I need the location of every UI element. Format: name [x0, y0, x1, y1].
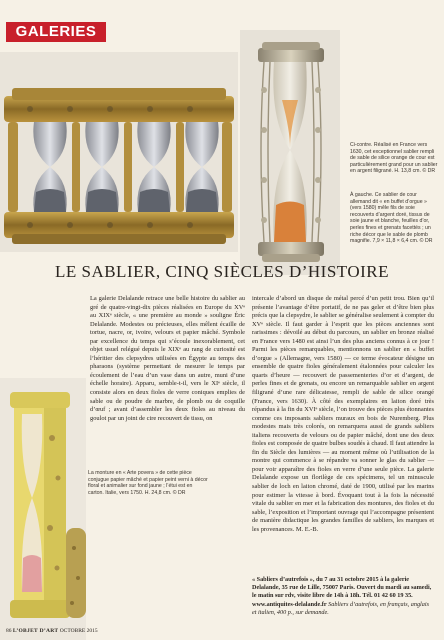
page-number: 86 — [6, 628, 12, 634]
photo-arte-povera-hourglass — [0, 378, 86, 640]
body-column-1: La galerie Delalande retrace une belle histoire du sablier au gré de quatre-vingt-dix pièces réalisées en Europe du XVᵉ au XIXᵉ siècle, « une première au monde » souligne Éric Delalande. Modestes ou précieuses, elles mêlent écaille de tortue, nacre, or, ivoire, velours et papier mâché. Symbole par excellence du temps qui s’écoule inexorablement, cet objet usuel relégué depuis le XIXᵉ au rang de curiosité est l’héritier des clepsydres utilisées en Égypte au temps des pharaons (système permettant de mesurer le temps par écoulement de l’eau d’un vase dans un autre, muni d’une échelle horaire). Apparu, semble-t-il, vers le XIᵉ siècle, il consiste alors en deux fioles de verre coniques emplies de sable ou de poudre de marbre, de plomb ou de coquille d’œuf ; avant d’assembler les deux fioles au niveau du goulot par un joint de cire recouvert de tissu, on — [90, 295, 245, 422]
magazine-name: L’OBJET D’ART — [12, 628, 59, 634]
caption-arte-povera-hourglass: La monture en « Arte povera » de cette pièce conjugue papier mâché et papier peint verni à décor floral et animalier sur fond jaune ; l’étui est en carton. Italie, vers 1750. H. 24,8 cm. © DR — [88, 470, 208, 496]
issue-date: OCTOBRE 2015 — [59, 628, 98, 634]
photo-organ-hourglass — [0, 52, 238, 252]
article-title: LE SABLIER, CINQ SIÈCLES D’HISTOIRE — [54, 262, 390, 281]
page-footer — [6, 628, 98, 634]
caption-organ-hourglass: À gauche. Ce sablier de cour allemand dit « en buffet d’orgue » (vers 1580) mêle fils de soie recouverts d’argent doré, tissus de soie jaune et blanche, feuilles d’or, perles fines et grenats facettés ; un riche décor que le sable de plomb magnifie. 7,9 × 11,8 × 6,4 cm. © DR — [350, 192, 433, 245]
exhibition-info — [252, 576, 434, 617]
exhibition-info-italic: Sabliers d’autrefois, en français, anglais et italien, 400 p., sur demande. — [252, 600, 429, 616]
photo-silver-hourglass — [240, 30, 340, 275]
exhibition-info-bold: « Sabliers d’autrefois », du 7 au 31 octobre 2015 à la galerie Delalande, 35 rue de Lille, 75007 Paris. Ouvert du mardi au samedi, le matin sur rdv, visite libre de 14h à 18h. Tél. 01 42 60 19 35. www.antiquites-delalande.fr — [252, 576, 432, 608]
section-badge: GALERIES — [6, 22, 106, 42]
body-column-2: intercale d’abord un disque de métal percé d’un petit trou. Bien qu’il présente l’avantage d’être portatif, de ne pas geler et d’être bien plus précis que la clepsydre, le sablier se généralise seulement à compter du XVᵉ siècle. Il faut garder à l’esprit que les pièces anciennes sont rarissimes : dévoilé au début du parcours, un sablier en bronze réalisé en France vers 1480 est ainsi l’un des plus anciens connus à ce jour ! Parmi les pièces remarquables, mentionnons un sablier en « buffet d’orgue » (Allemagne, vers 1580) — ce terme évocateur désigne un ensemble de quatre fioles généralement étalonnées pour calculer les quarts d’heure — recouvert de passementeries d’or et d’argent, de perles fines et de grenats, ou encore un remarquable sablier en argent filigrané d’une rare délicatesse, rempli de sable de silice orangé (France, vers 1630). À côté des exemplaires en laiton doré très répandus à la fin du XVIᵉ siècle, l’on trouve des pièces plus étonnantes comme ces imposants sabliers muraux en bois de Nuremberg. Plus modestes mais très colorés, on remarquera aussi de grands sabliers italiens recouverts de velours ou de papier mâché, dont une des deux fioles est composée de quatre bulbes soudés à chaud. Il faut attendre la fin du Siècle des lumières — au moment même où l’utilisation de la montre qui commence à se répandre va sonner le glas du sablier — pour voir apparaître des fioles en verre d’une seule pièce. La galerie Delalande expose un florilège de ces spécimens, tel un minuscule sablier de loch en laiton chromé, daté de 1900, utilisé par les marins pour estimer la vitesse à bord. Évoquant tout à la fois la nécessité vitale du sablier en mer et la fabrication des montures, des fioles et du sable, l’exposition et l’important ouvrage qui l’accompagne présentent de manière didactique les grandes familles de sabliers, les marques et les provenances. M. E.-B. — [252, 295, 434, 533]
caption-silver-hourglass: Ci-contre. Réalisé en France vers 1630, cet exceptionnel sablier rempli de sable de silice orange de cour est particulièrement grand pour un sablier en argent filigrané. H. 13,8 cm. © DR — [350, 142, 438, 175]
